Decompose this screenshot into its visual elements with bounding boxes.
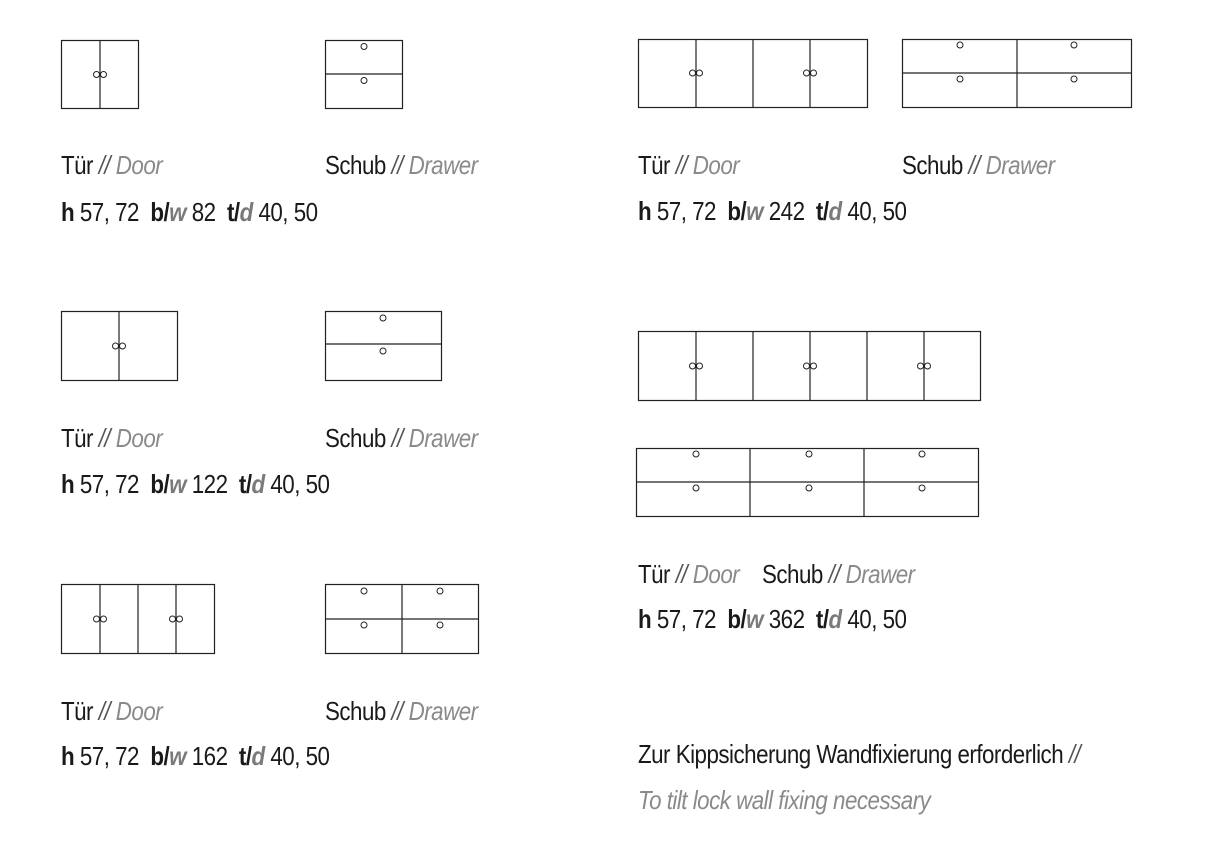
width-value: 122 bbox=[191, 469, 228, 499]
wall-fixing-note-en: To tilt lock wall fixing necessary bbox=[638, 785, 931, 815]
drawer-caption-3: Schub // Drawer bbox=[325, 696, 478, 726]
width-value: 362 bbox=[768, 604, 805, 634]
dimensions-4: h 57, 72 b/w 242 t/d 40, 50 bbox=[638, 196, 907, 226]
door-cabinet-242-drawing bbox=[638, 39, 870, 109]
dimensions-2: h 57, 72 b/w 122 t/d 40, 50 bbox=[61, 469, 330, 499]
drawer-cabinet-362-drawing bbox=[636, 448, 982, 519]
door-caption-4: Tür // Door bbox=[638, 150, 740, 180]
drawer-cabinet-82-drawing bbox=[325, 40, 405, 110]
door-caption-2: Tür // Door bbox=[61, 423, 163, 453]
door-cabinet-122-drawing bbox=[61, 311, 179, 382]
door-caption-3: Tür // Door bbox=[61, 696, 163, 726]
wall-fixing-note-de: Zur Kippsicherung Wandfixierung erforderlich // bbox=[638, 739, 1081, 769]
width-value: 242 bbox=[768, 196, 805, 226]
drawer-caption-1: Schub // Drawer bbox=[325, 150, 478, 180]
dimensions-3: h 57, 72 b/w 162 t/d 40, 50 bbox=[61, 741, 330, 771]
dimensions-5: h 57, 72 b/w 362 t/d 40, 50 bbox=[638, 604, 907, 634]
door-caption-1: Tür // Door bbox=[61, 150, 163, 180]
drawer-cabinet-162-drawing bbox=[325, 584, 481, 655]
drawer-caption-4: Schub // Drawer bbox=[902, 150, 1055, 180]
width-value: 162 bbox=[191, 741, 228, 771]
door-cabinet-362-drawing bbox=[638, 331, 984, 402]
dimensions-1: h 57, 72 b/w 82 t/d 40, 50 bbox=[61, 197, 318, 227]
drawer-cabinet-242-drawing bbox=[902, 39, 1134, 109]
door-cabinet-82-drawing bbox=[61, 40, 141, 110]
door-drawer-caption-5: Tür // Door Schub // Drawer bbox=[638, 559, 915, 589]
door-cabinet-162-drawing bbox=[61, 584, 217, 655]
drawer-caption-2: Schub // Drawer bbox=[325, 423, 478, 453]
width-value: 82 bbox=[191, 197, 216, 227]
drawer-cabinet-122-drawing bbox=[325, 311, 443, 382]
